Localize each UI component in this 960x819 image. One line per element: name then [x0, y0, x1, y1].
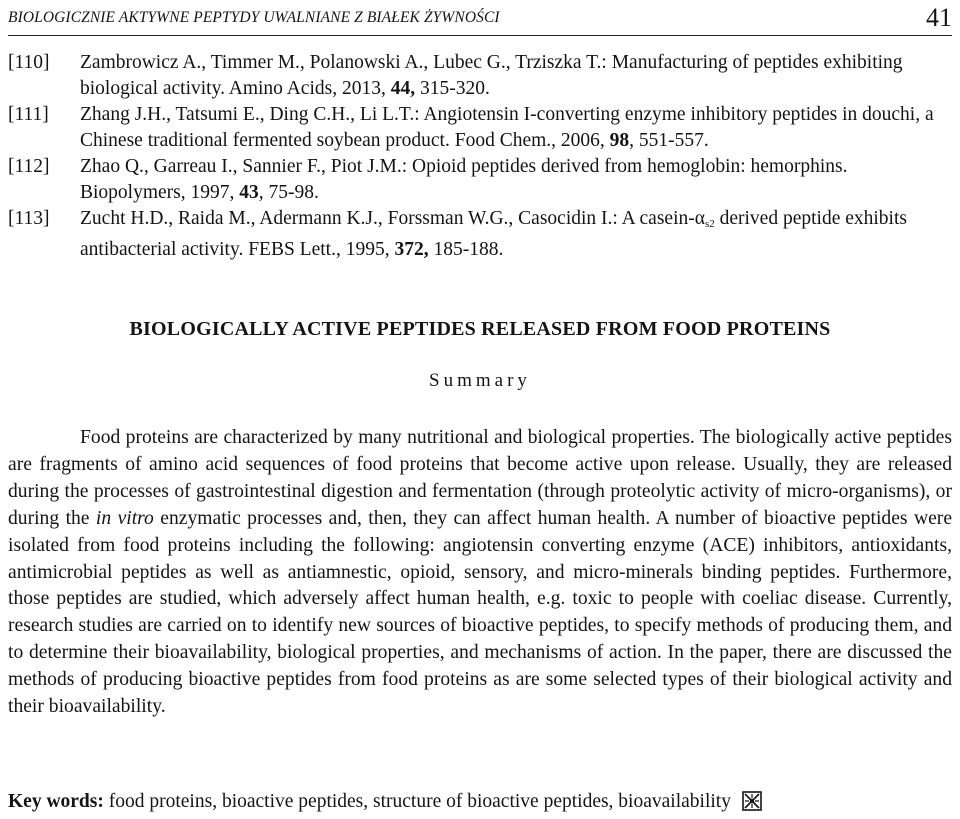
running-header	[8, 3, 952, 32]
reference-item	[8, 50, 952, 102]
reference-subscript: s2	[704, 218, 715, 230]
keywords-label: Key words:	[8, 791, 104, 812]
reference-pages: 185-188.	[428, 239, 504, 260]
abstract-paragraph	[8, 425, 952, 721]
abstract-italic: in vitro	[95, 507, 154, 529]
reference-item	[8, 206, 952, 263]
running-title: BIOLOGICZNIE AKTYWNE PEPTYDY UWALNIANE Z BIAŁEK ŻYWNOŚCI	[8, 9, 500, 26]
reference-text-cont: derived peptide exhibits antibacterial activity. FEBS Lett., 1995,	[80, 208, 907, 260]
reference-text: Zhao Q., Garreau I., Sannier F., Piot J.M.: Opioid peptides derived from hemoglobin: hemorphins. Biopolymers, 1997,	[80, 156, 848, 203]
reference-number: [113]	[8, 208, 50, 229]
summary-heading: Summary	[429, 370, 531, 391]
ornament-icon	[742, 791, 762, 818]
reference-pages: , 75-98.	[258, 182, 319, 203]
keywords-text: food proteins, bioactive peptides, structure of bioactive peptides, bioavailability	[108, 791, 731, 812]
reference-item	[8, 154, 952, 206]
reference-text: Zucht H.D., Raida M., Adermann K.J., Forssman W.G., Casocidin I.: A casein-α	[80, 208, 705, 229]
abstract-text-cont: enzymatic processes and, then, they can affect human health. A number of bioactive peptides were isolated from food proteins including the following: angiotensin converting enzyme (ACE) inhibitors, antioxidants, antimicrobial peptides as well as antiamnestic, opioid, sensory, and micro-minerals binding peptides. Furthermore, those peptides are studied, which adversely affect human health, e.g. toxic to people with coeliac disease. Currently, research studies are carried on to identify new sources of bioactive peptides, to specify methods of producing them, and to determine their bioavailability, biological properties, and mechanisms of action. In the paper, there are discussed the methods of producing bioactive peptides from food proteins as are some selected types of their biological activity and their bioavailability.	[8, 507, 953, 718]
header-rule	[8, 35, 952, 36]
summary-title: BIOLOGICALLY ACTIVE PEPTIDES RELEASED FROM FOOD PROTEINS	[129, 318, 831, 340]
reference-volume: 44,	[390, 78, 416, 99]
reference-text: Zhang J.H., Tatsumi E., Ding C.H., Li L.T.: Angiotensin I-converting enzyme inhibitory peptides in douchi, a Chinese traditional fermented soybean product. Food Chem., 2006,	[80, 104, 934, 151]
reference-volume: 372,	[394, 239, 429, 260]
reference-text: Zambrowicz A., Timmer M., Polanowski A., Lubec G., Trziszka T.: Manufacturing of peptides exhibiting biological activity. Amino Acids, 2013,	[80, 52, 903, 99]
reference-pages: , 551-557.	[629, 130, 709, 151]
reference-list	[8, 50, 952, 263]
reference-pages: 315-320.	[415, 78, 490, 99]
reference-number: [112]	[8, 156, 50, 177]
reference-volume: 98	[609, 130, 630, 151]
reference-volume: 43	[239, 182, 259, 203]
reference-item	[8, 102, 952, 154]
keywords	[8, 790, 952, 818]
abstract-text: Food proteins are characterized by many nutritional and biological properties. The biologically active peptides are fragments of amino acid sequences of food proteins that become active upon release. Usually, they are released during the processes of gastrointestinal digestion and fermentation (through proteolytic activity of micro-organisms), or during the	[8, 427, 952, 529]
reference-number: [110]	[8, 52, 50, 73]
page-number: 41	[926, 3, 952, 32]
abstract	[8, 425, 952, 721]
reference-number: [111]	[8, 104, 49, 125]
